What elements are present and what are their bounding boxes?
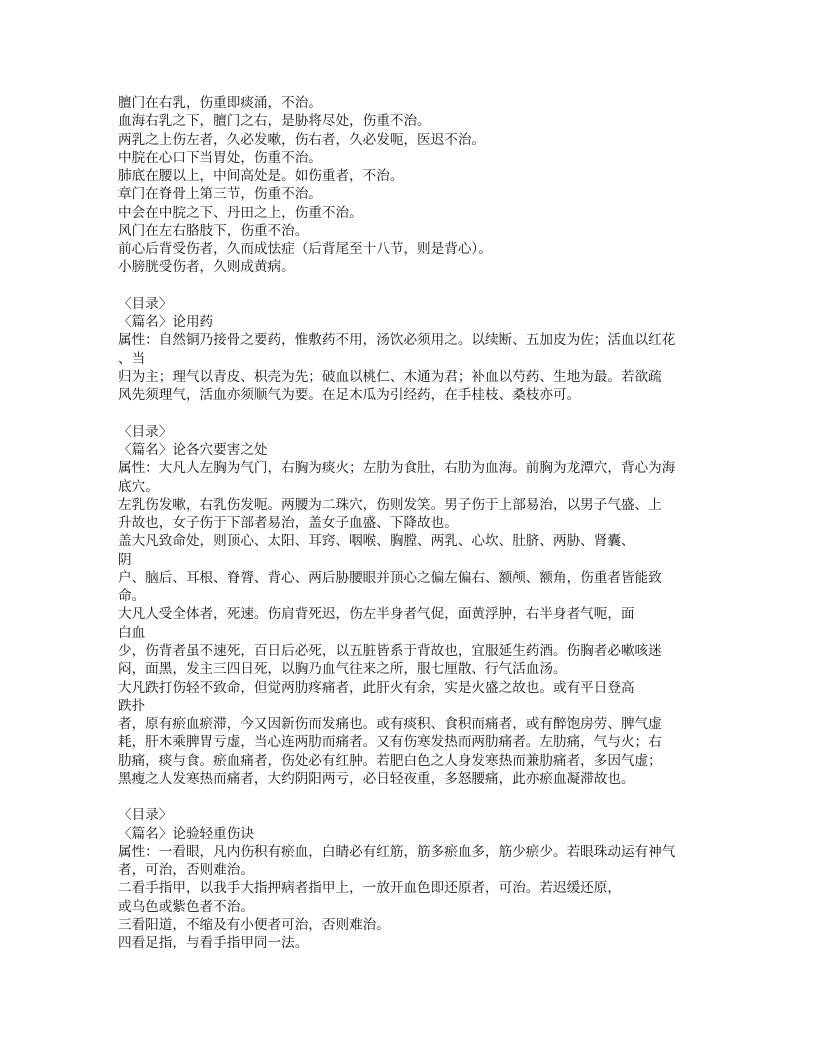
chapter-title: 〈篇名〉论验轻重伤诀 bbox=[118, 825, 254, 842]
text-line: 血海右乳之下，膻门之右，是胁将尽处，伤重不治。 bbox=[118, 113, 431, 130]
text-line: 耗，肝木乘脾胃亏虚，当心连两肋而痛者。又有伤寒发热而两肋痛者。左肋痛，气与火；右 bbox=[118, 734, 662, 751]
text-line: 阴 bbox=[118, 551, 132, 568]
text-line: 或乌色或紫色者不治。 bbox=[118, 898, 254, 915]
text-line: 、当 bbox=[118, 350, 146, 367]
chapter-title: 〈篇名〉论各穴要害之处 bbox=[118, 442, 268, 459]
text-line: 闷，面黑，发主三四日死，以胸乃血气往来之所，服七厘散、行气活血汤。 bbox=[118, 661, 567, 678]
text-line: 风先须理气，活血亦须顺气为要。在足木瓜为引经药，在手桂枝、桑枝亦可。 bbox=[118, 387, 581, 404]
text-line: 肋痛，痰与食。瘀血痛者，伤处必有红肿。若肥白色之人身发寒热而兼肋痛者，多因气虚； bbox=[118, 752, 662, 769]
text-line: 归为主；理气以青皮、枳壳为先；破血以桃仁、木通为君；补血以芍药、生地为最。若欲疏 bbox=[118, 368, 662, 385]
toc-marker: 〈目录〉 bbox=[118, 807, 173, 824]
chapter-title: 〈篇名〉论用药 bbox=[118, 314, 214, 331]
text-line: 两乳之上伤左者，久必发嗽，伤右者，久必发呃，医迟不治。 bbox=[118, 131, 486, 148]
text-line: 命。 bbox=[118, 588, 146, 605]
text-line: 属性：一看眼，凡内伤积有瘀血，白睛必有红筋，筋多瘀血多，筋少瘀少。若眼珠动运有神气 bbox=[118, 843, 676, 860]
blank-line bbox=[118, 405, 718, 423]
text-line: 膻门在右乳，伤重即痰涌，不治。 bbox=[118, 95, 322, 111]
text-line: 章门在脊骨上第三节，伤重不治。 bbox=[118, 186, 322, 203]
text-line: 者，可治，否则难治。 bbox=[118, 862, 254, 879]
text-line: 四看足指，与看手指甲同一法。 bbox=[118, 935, 309, 952]
text-line: 前心后背受伤者，久而成怯症（后背尾至十八节，则是背心）。 bbox=[118, 241, 492, 258]
text-line: 户、脑后、耳根、脊膂、背心、两后胁腰眼并顶心之偏左偏右、额颅、额角，伤重者皆能致 bbox=[118, 569, 662, 586]
text-line: 中会在中脘之下、丹田之上，伤重不治。 bbox=[118, 204, 363, 221]
blank-line bbox=[118, 277, 718, 295]
blank-line bbox=[118, 788, 718, 806]
text-line: 三看阳道，不缩及有小便者可治，否则难治。 bbox=[118, 916, 390, 933]
text-line: 盖大凡致命处，则顶心、太阳、耳窍、咽喉、胸膛、两乳、心坎、肚脐、两胁、肾囊、 bbox=[118, 533, 635, 550]
text-line: 风门在左右胳肢下，伤重不治。 bbox=[118, 222, 309, 239]
text-line: 小膀胱受伤者，久则成黄病。 bbox=[118, 259, 295, 276]
text-line: 白血 bbox=[118, 624, 146, 641]
text-line: 少，伤背者虽不速死，百日后必死，以五脏皆系于背故也，宜服延生药酒。伤胸者必嗽咳迷 bbox=[118, 642, 662, 659]
text-line: 中脘在心口下当胃处，伤重不治。 bbox=[118, 149, 322, 166]
text-line: 黑瘦之人发寒热而痛者，大约阴阳两亏，必日轻夜重，多怒腰痛，此亦瘀血凝滞故也。 bbox=[118, 770, 635, 787]
text-line: 属性：自然铜乃接骨之要药，惟敷药不用，汤饮必须用之。以续断、五加皮为佐；活血以红花 bbox=[118, 332, 676, 349]
text-line: 底穴。 bbox=[118, 478, 159, 495]
text-line: 大凡跌打伤轻不致命，但觉两肋疼痛者，此肝火有余，实是火盛之故也。或有平日登高 bbox=[118, 679, 635, 696]
text-line: 肺底在腰以上，中间高处是。如伤重者，不治。 bbox=[118, 168, 404, 185]
toc-marker: 〈目录〉 bbox=[118, 423, 173, 440]
text-line: 升故也，女子伤于下部者易治，盖女子血盛、下降故也。 bbox=[118, 515, 458, 532]
toc-marker: 〈目录〉 bbox=[118, 295, 173, 312]
text-line: 大凡人受全体者，死速。伤肩背死迟，伤左半身者气促，面黄浮肿，右半身者气呃，面 bbox=[118, 606, 635, 623]
text-line: 跌扑 bbox=[118, 697, 146, 714]
text-line: 左乳伤发嗽，右乳伤发呃。两腰为二珠穴，伤则发笑。男子伤于上部易治，以男子气盛、上 bbox=[118, 496, 662, 513]
text-line: 二看手指甲，以我手大指押病者指甲上，一放开血色即还原者，可治。若迟缓还原， bbox=[118, 880, 621, 897]
document-body bbox=[118, 94, 718, 952]
text-line: 者，原有瘀血瘀滞，今又因新伤而发痛也。或有痰积、食积而痛者，或有醉饱房劳、脾气虚 bbox=[118, 716, 662, 733]
text-line: 属性：大凡人左胸为气门，右胸为痰火；左肋为食肚，右肋为血海。前胸为龙潭穴，背心为海 bbox=[118, 460, 676, 477]
